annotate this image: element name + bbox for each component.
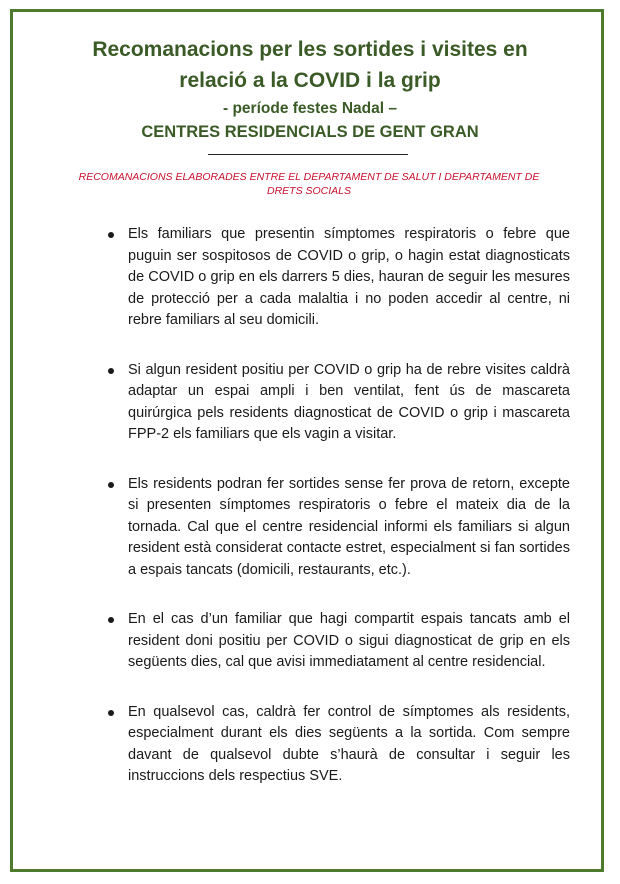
recommendations-list [100,224,570,816]
document-title-line-1: Recomanacions per les sortides i visites en [92,38,528,61]
list-item-text: En el cas d’un familiar que hagi compartit espais tancats amb el resident doni positiu per COVID o sigui diagnosticat de grip en els següents dies, cal que avisi immediatament al centre residencial. [128,611,570,670]
document-title-line-2: relació a la COVID i la grip [179,69,441,92]
list-item-text: En qualsevol cas, caldrà fer control de símptomes als residents, especialment durant els dies següents a la sortida. Com sempre davant de qualsevol dubte s’haurà de consultar i seguir les instruccions dels respectius SVE. [128,703,570,784]
list-item-text: Els familiars que presentin símptomes respiratoris o febre que puguin ser sospitosos de COVID o grip, o hagin estat diagnosticats de COVID o grip en els darrers 5 dies, hauran de seguir les mesures de protecció per a cada malaltia i no poden accedir al centre, ni rebre familiars al seu domicili. [128,226,570,328]
document-subtitle: - període festes Nadal – [222,100,397,117]
bullet-icon [108,232,114,238]
list-item-text: Si algun resident positiu per COVID o grip ha de rebre visites caldrà adaptar un espai ampli i ben ventilat, fent ús de mascareta quirúrgica pels residents diagnosticat de COVID o grip i mascareta FPP-2 els familiars que els vagin a visitar. [128,361,570,442]
bullet-icon [108,482,114,488]
heading-divider [208,154,408,155]
department-note: RECOMANACIONS ELABORADES ENTRE EL DEPARTAMENT DE SALUT I DEPARTAMENT DE DRETS SOCIALS [78,171,540,197]
document-subheading: CENTRES RESIDENCIALS DE GENT GRAN [141,123,479,141]
bullet-icon [108,710,114,716]
bullet-icon [108,617,114,623]
list-item [100,224,570,332]
list-item [100,474,570,582]
list-item [100,609,570,674]
list-item [100,702,570,788]
list-item-text: Els residents podran fer sortides sense fer prova de retorn, excepte si presenten símptomes respiratoris o febre el mateix dia de la tornada. Cal que el centre residencial informi els familiars si algun resident està considerat contacte estret, especialment si fan sortides a espais tancats (domicili, restaurants, etc.). [128,475,570,578]
bullet-icon [108,368,114,374]
list-item [100,360,570,446]
